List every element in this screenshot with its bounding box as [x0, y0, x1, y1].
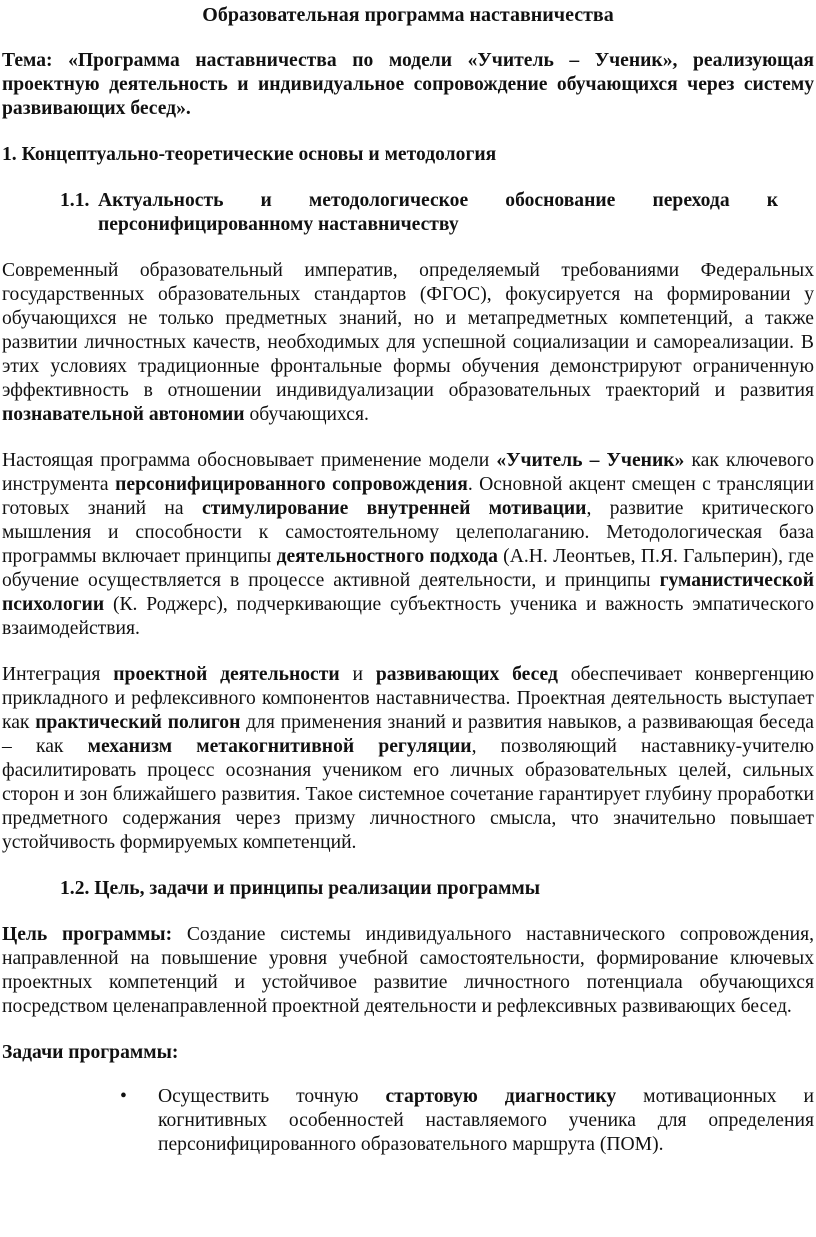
p3-text-c: и [339, 664, 376, 685]
p2-bold-4: деятельностного подхода [276, 546, 498, 567]
paragraph-model [2, 449, 814, 641]
p2-text-c: как ключевого инструмента [2, 450, 814, 495]
document-title: Образовательная программа наставничества [202, 4, 614, 26]
p2-bold-3: стимулирование внутренней мотивации [201, 498, 587, 519]
section-1-1-title: Актуальность и методологическое обоснование перехода к персонифицированному наставничеству [98, 190, 778, 235]
p3-bold-4: механизм метакогнитивной регуляции [87, 736, 472, 757]
p1-text-c: обучающихся. [244, 404, 369, 425]
tasks-list [2, 1085, 814, 1157]
p3-bold-2: развивающих бесед [375, 664, 558, 685]
p2-bold-5: гуманистической психологии [2, 570, 814, 615]
p3-bold-3: практический полигон [35, 712, 241, 733]
bullet-icon: • [120, 1086, 127, 1107]
paragraph-relevance [2, 259, 814, 427]
paragraph-integration [2, 663, 814, 855]
goal-text: Создание системы индивидуального наставнического сопровождения, направленной на повышение уровня учебной самостоятельности, формирование ключевых проектных компетенций и устойчивое развитие личностного потенциала обучающихся посредством целенаправленной проектной деятельности и рефлексивных развивающих бесед. [2, 924, 814, 1017]
section-1-1-heading [2, 189, 814, 237]
program-theme: Тема: «Программа наставничества по модели «Учитель – Ученик», реализующая проектную деятельность и индивидуальное сопровождение обучающихся через систему развивающих бесед». [2, 50, 814, 119]
section-1-heading: 1. Концептуально-теоретические основы и методология [2, 144, 497, 165]
p3-text-e: для применения знаний и развития навыков, а развивающая беседа – как [2, 712, 814, 757]
section-1-2-heading: 1.2. Цель, задачи и принципы реализации программы [60, 878, 541, 899]
p2-text-e: , развитие критического мышления и способности к самостоятельному целеполаганию. Методологическая база программы включает принципы [2, 498, 814, 567]
p2-text-f: (А.Н. Леонтьев, П.Я. Гальперин), где обучение осуществляется в процессе активной деятельности, и принципы [2, 546, 814, 591]
p3-bold-1: проектной деятельности [113, 664, 340, 685]
p3-text-f: , позволяющий наставнику-учителю фасилитировать процесс осознания учеником его личных образовательных целей, сильных сторон и зон ближайшего развития. Такое системное сочетание гарантирует глубину проработки предметного содержания через призму личностного смысла, что значительно повышает устойчивость формируемых компетенций. [2, 736, 814, 853]
list-item [120, 1085, 815, 1157]
task-1-bold: стартовую диагностику [385, 1086, 617, 1107]
task-1-text-c: мотивационных и когнитивных особенностей наставляемого ученика для определения персонифицированного образовательного маршрута (ПОМ). [158, 1086, 815, 1155]
p2-text-g: (К. Роджерс), подчеркивающие субъектность ученика и важность эмпатического взаимодействия. [2, 594, 814, 639]
p1-bold-1: познавательной автономии [2, 404, 245, 425]
goal-label: Цель программы: [2, 924, 173, 945]
p3-text-a: Интеграция [2, 664, 114, 685]
paragraph-goal [2, 923, 814, 1019]
p2-text-d: . Основной акцент смещен с трансляции готовых знаний на [2, 474, 814, 519]
section-1-1-number: 1.1. [60, 190, 90, 211]
p2-text-a: Настоящая программа обосновывает применение модели [2, 450, 497, 471]
tasks-heading: Задачи программы: [2, 1042, 179, 1063]
p3-text-d: обеспечивает конвергенцию прикладного и рефлексивного компонентов наставничества. Проектная деятельность выступает как [2, 664, 814, 733]
task-1-text-a: Осуществить точную [158, 1086, 386, 1107]
p1-text-a: Современный образовательный императив, определяемый требованиями Федеральных государственных образовательных стандартов (ФГОС), фокусируется на формировании у обучающихся не только предметных знаний, но и метапредметных компетенций, а также развитии личностных качеств, необходимых для успешной социализации и самореализации. В этих условиях традиционные фронтальные формы обучения демонстрируют ограниченную эффективность в отношении индивидуализации образовательных траекторий и развития [2, 260, 814, 401]
p2-bold-2: персонифицированного сопровождения [115, 474, 468, 495]
p2-bold-1: «Учитель – Ученик» [496, 450, 685, 471]
